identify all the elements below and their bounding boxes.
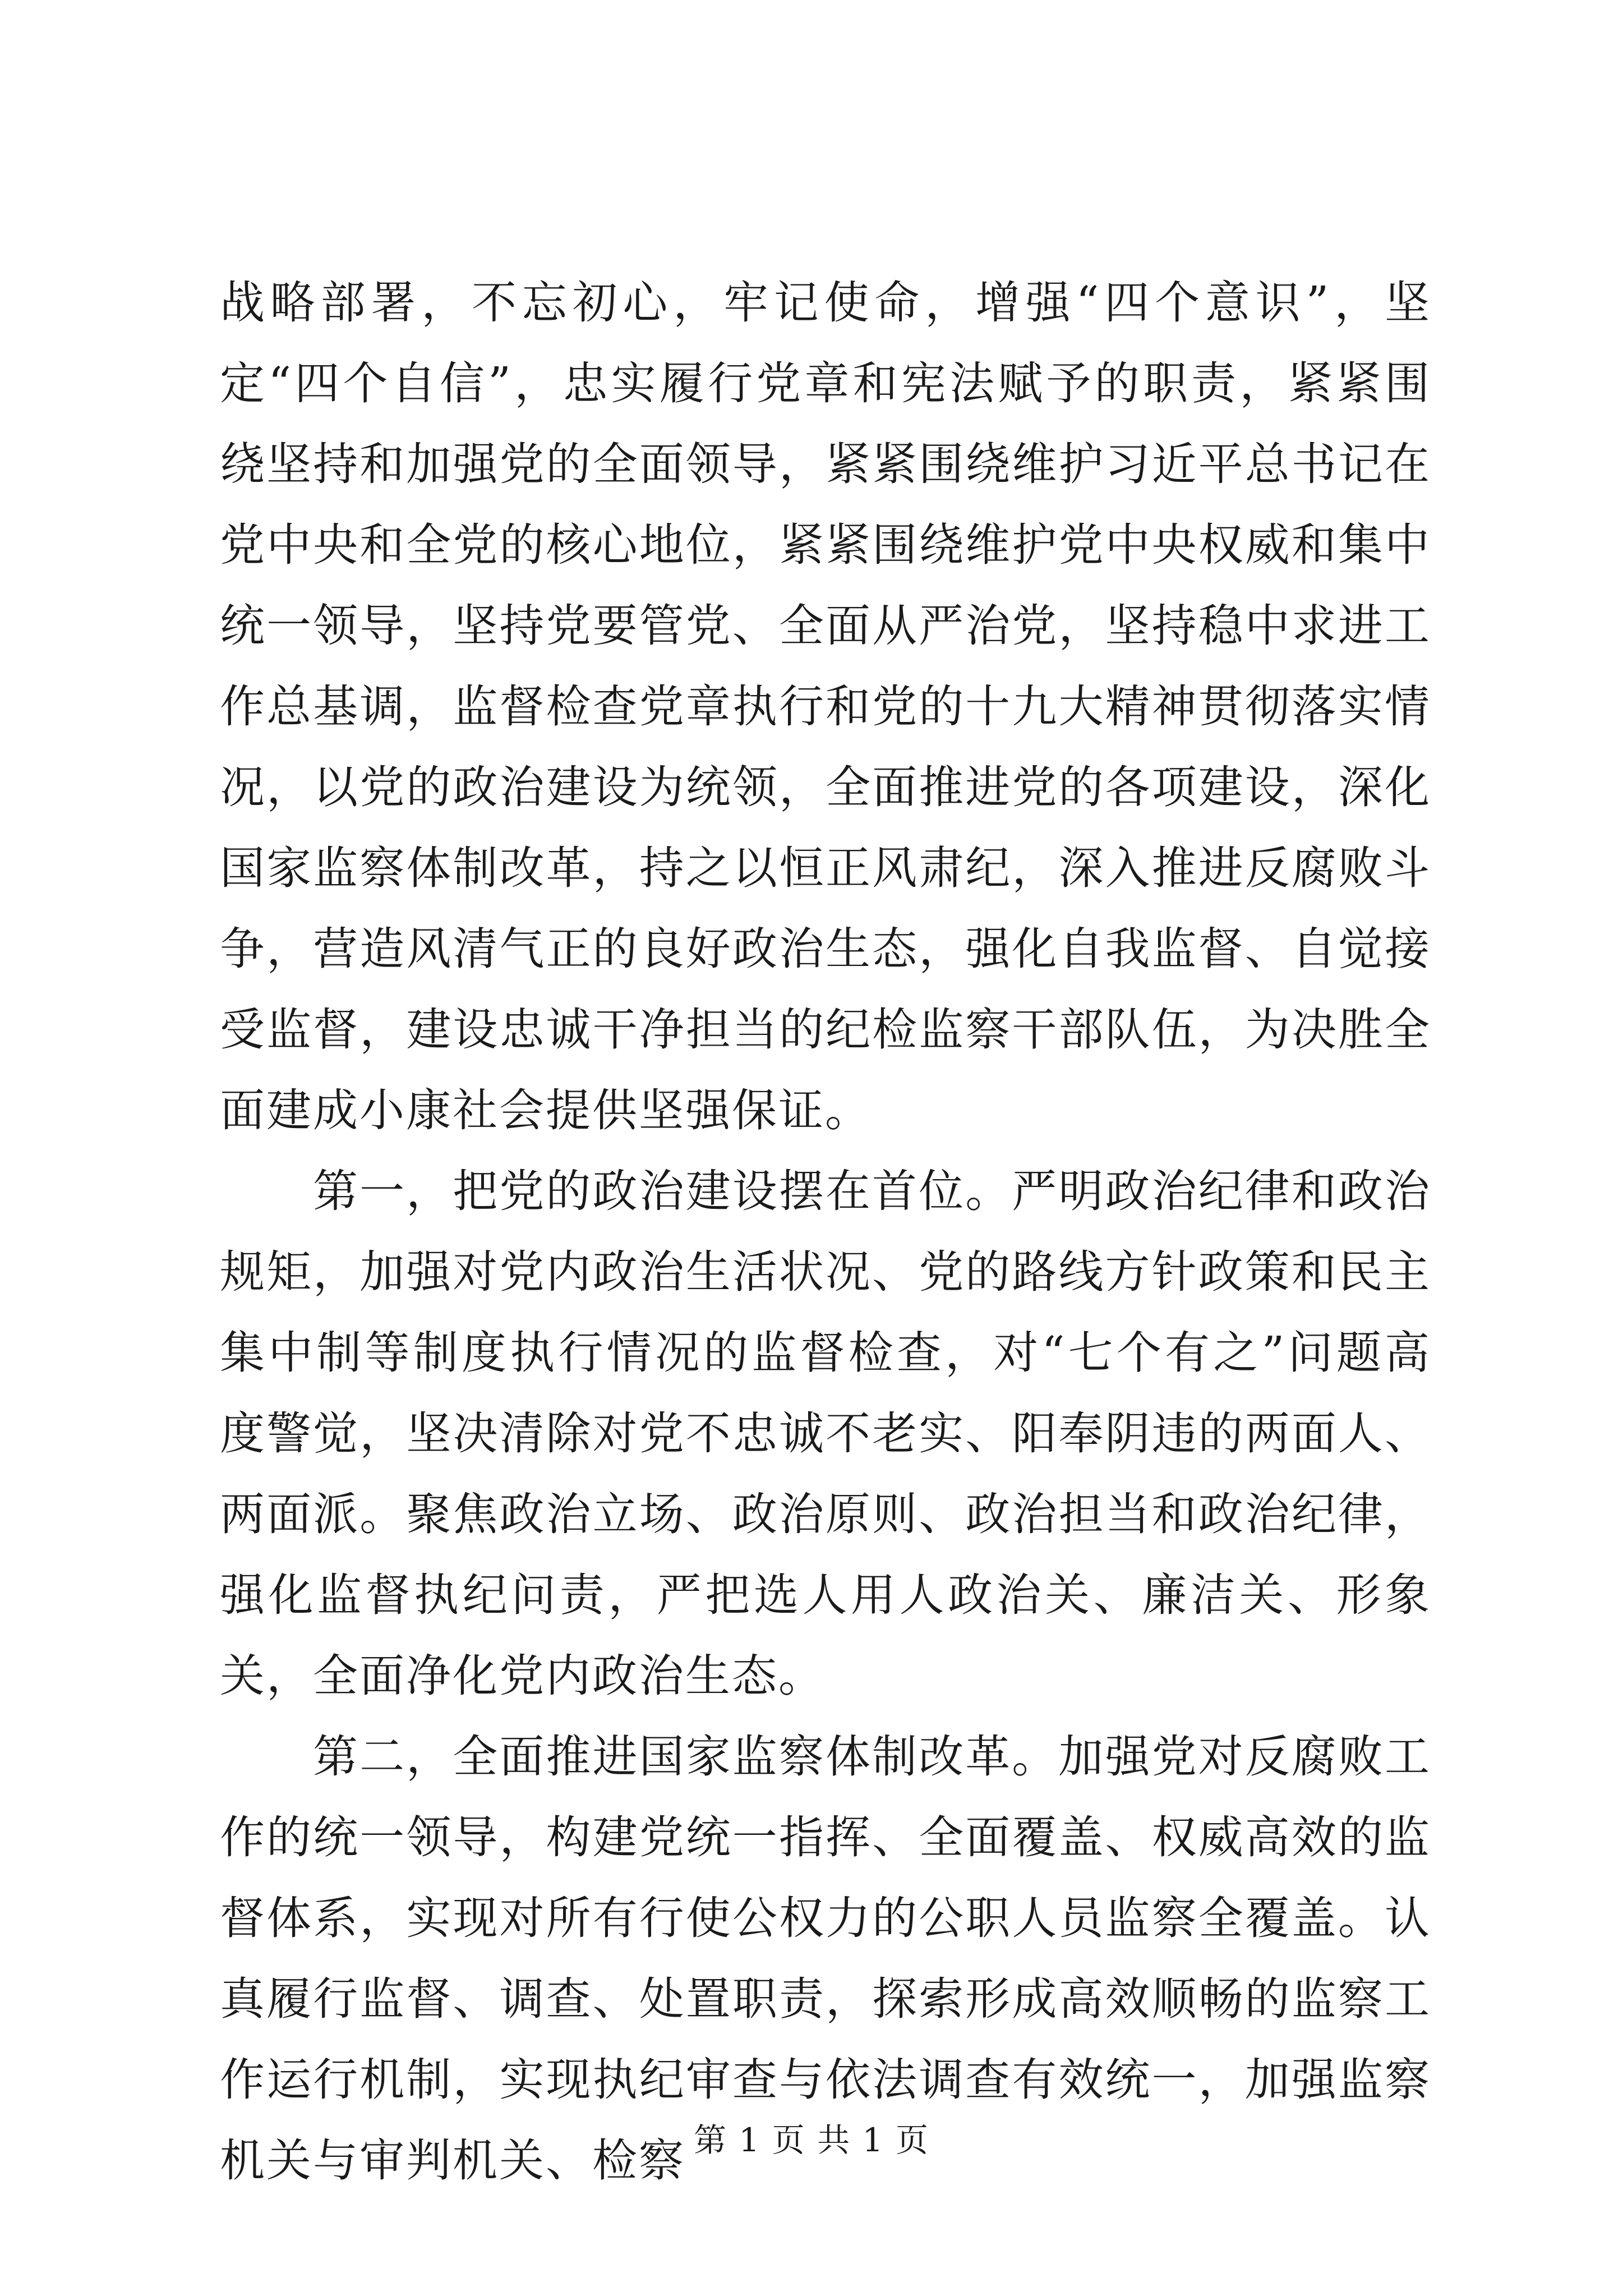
paragraph-2: 第一，把党的政治建设摆在首位。严明政治纪律和政治规矩，加强对党内政治生活状况、党的路线方针政策和民主集中制等制度执行情况的监督检查，对“七个有之”问题高度警觉，坚决清除对党不忠诚不老实、阳奉阴违的两面人、两面派。聚焦政治立场、政治原则、政治担当和政治纪律，强化监督执纪问责，严把选人用人政治关、廉洁关、形象关，全面净化党内政治生态。 xyxy=(220,1165,1431,1702)
page-footer: 第 1 页 共 1 页 xyxy=(694,2121,929,2159)
paragraph-3: 第二，全面推进国家监察体制改革。加强党对反腐败工作的统一领导，构建党统一指挥、全面覆盖、权威高效的监督体系，实现对所有行使公权力的公职人员监察全覆盖。认真履行监督、调查、处置职责，探索形成高效顺畅的监察工作运行机制，实现执纪审查与依法调查有效统一，加强监察机关与审判机关、检察 xyxy=(220,1731,1431,2187)
document-body xyxy=(220,263,1431,2201)
paragraph-1: 战略部署，不忘初心，牢记使命，增强“四个意识”，坚定“四个自信”，忠实履行党章和宪法赋予的职责，紧紧围绕坚持和加强党的全面领导，紧紧围绕维护习近平总书记在党中央和全党的核心地位，紧紧围绕维护党中央权威和集中统一领导，坚持党要管党、全面从严治党，坚持稳中求进工作总基调，监督检查党章执行和党的十九大精神贯彻落实情况，以党的政治建设为统领，全面推进党的各项建设，深化国家监察体制改革，持之以恒正风肃纪，深入推进反腐败斗争，营造风清气正的良好政治生态，强化自我监督、自觉接受监督，建设忠诚干净担当的纪检监察干部队伍，为决胜全面建成小康社会提供坚强保证。 xyxy=(220,277,1431,1137)
